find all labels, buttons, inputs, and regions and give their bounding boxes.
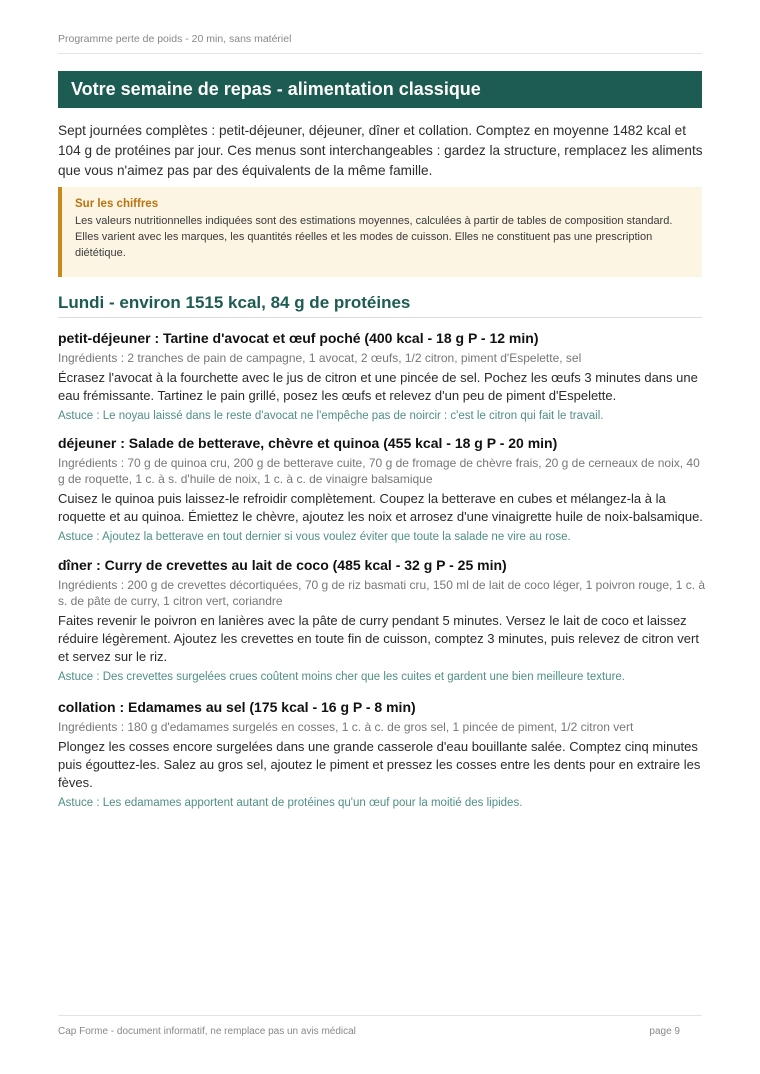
meal-ingredients: Ingrédients : 180 g d'edamames surgelés en cosses, 1 c. à c. de gros sel, 1 pincée de piment, 1/2 citron vert — [58, 720, 634, 734]
section-banner — [58, 71, 702, 108]
meal-dinner — [58, 557, 708, 685]
meal-lunch — [58, 435, 708, 545]
page-footer — [58, 1015, 702, 1037]
info-note — [58, 187, 702, 277]
meal-instructions: Faites revenir le poivron en lanières avec la pâte de curry pendant 5 minutes. Versez le lait de coco et laissez réduire légèrement. Ajoutez les crevettes en toute fin de cuisson, comptez 3 minutes, puis relevez de citron vert et servez sur le riz. — [58, 613, 699, 664]
note-body: Les valeurs nutritionnelles indiquées sont des estimations moyennes, calculées à partir de tables de composition standard. Elles varient avec les marques, les quantités réelles et les modes de cuisson. Elles ne constituent pas une prescription diététique. — [75, 215, 673, 259]
meal-instructions: Plongez les cosses encore surgelées dans une grande casserole d'eau bouillante salée. Comptez cinq minutes puis égouttez-les. Salez au gros sel, ajoutez le piment et pressez les cosses entre les dents pour en extraire les fèves. — [58, 739, 701, 790]
meal-tip: Astuce : Ajoutez la betterave en tout dernier si vous voulez éviter que toute la salade ne vire au rose. — [58, 531, 571, 543]
day-heading — [58, 293, 702, 318]
meal-instructions: Écrasez l'avocat à la fourchette avec le jus de citron et une pincée de sel. Pochez les œufs 3 minutes dans une eau frémissante. Tartinez le pain grillé, posez les œufs et relevez d'un peu de piment d'Espelette. — [58, 370, 698, 403]
meal-title: petit-déjeuner : Tartine d'avocat et œuf poché (400 kcal - 18 g P - 12 min) — [58, 330, 539, 346]
meal-title: dîner : Curry de crevettes au lait de coco (485 kcal - 32 g P - 25 min) — [58, 557, 507, 573]
meal-tip: Astuce : Des crevettes surgelées crues coûtent moins cher que les cuites et gardent une bien meilleure texture. — [58, 671, 625, 683]
running-header: Programme perte de poids - 20 min, sans matériel — [58, 33, 702, 54]
meal-title: collation : Edamames au sel (175 kcal - 16 g P - 8 min) — [58, 699, 416, 715]
page-number: page 9 — [649, 1026, 680, 1037]
meal-breakfast — [58, 330, 708, 424]
meal-tip: Astuce : Le noyau laissé dans le reste d'avocat ne l'empêche pas de noircir : c'est le citron qui fait le travail. — [58, 410, 604, 422]
intro-paragraph: Sept journées complètes : petit-déjeuner, déjeuner, dîner et collation. Comptez en moyenne 1482 kcal et 104 g de protéines par jour. Ces menus sont interchangeables : gardez la structure, remplacez les aliments que vous n'aimez pas par des équivalents de la même famille. — [58, 123, 703, 178]
footer-disclaimer: Cap Forme - document informatif, ne remplace pas un avis médical — [58, 1026, 356, 1037]
meal-instructions: Cuisez le quinoa puis laissez-le refroidir complètement. Coupez la betterave en cubes et mélangez-la à la roquette et au quinoa. Émiettez le chèvre, ajoutez les noix et arrosez d'une vinaigrette huile de noix-balsamique. — [58, 491, 703, 524]
meal-title: déjeuner : Salade de betterave, chèvre et quinoa (455 kcal - 18 g P - 20 min) — [58, 435, 558, 451]
note-title: Sur les chiffres — [75, 198, 159, 210]
meal-snack — [58, 699, 708, 811]
meal-ingredients: Ingrédients : 200 g de crevettes décortiquées, 70 g de riz basmati cru, 150 ml de lait de coco léger, 1 poivron rouge, 1 c. à s. de pâte de curry, 1 citron vert, coriandre — [58, 578, 706, 608]
meal-ingredients: Ingrédients : 2 tranches de pain de campagne, 1 avocat, 2 œufs, 1/2 citron, piment d'Espelette, sel — [58, 351, 582, 365]
section-title: Votre semaine de repas - alimentation classique — [71, 79, 481, 99]
day-title: Lundi - environ 1515 kcal, 84 g de protéines — [58, 293, 411, 312]
meal-ingredients: Ingrédients : 70 g de quinoa cru, 200 g de betterave cuite, 70 g de fromage de chèvre frais, 20 g de cerneaux de noix, 40 g de roquette, 1 c. à s. d'huile de noix, 1 c. à c. de vinaigre balsamique — [58, 456, 700, 486]
meal-tip: Astuce : Les edamames apportent autant de protéines qu'un œuf pour la moitié des lipides. — [58, 797, 523, 809]
